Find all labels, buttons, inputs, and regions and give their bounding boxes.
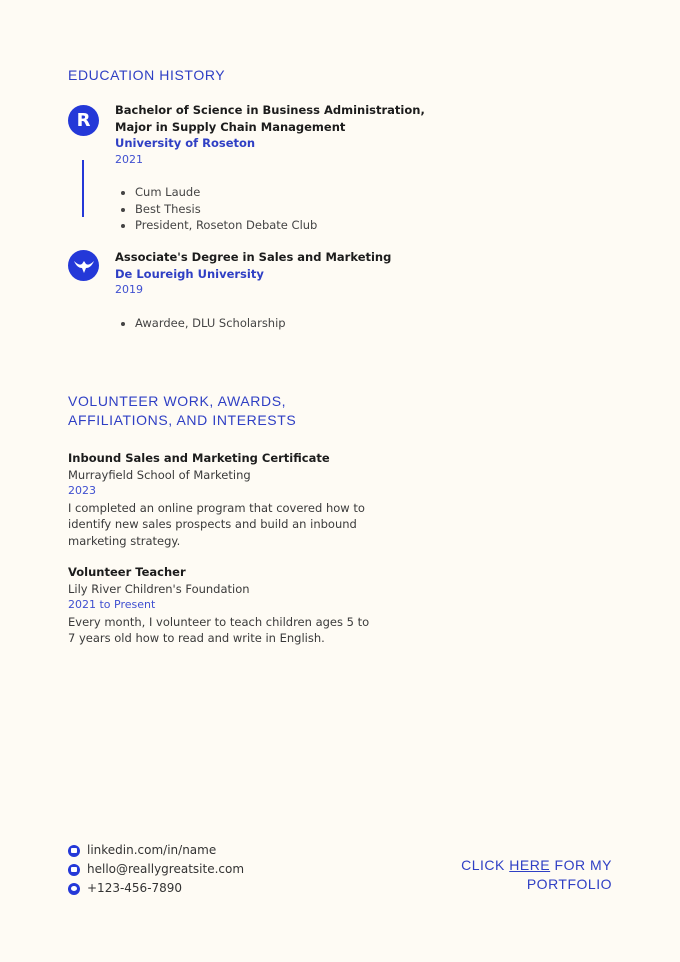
heading-line: VOLUNTEER WORK, AWARDS,: [68, 393, 287, 409]
email-row[interactable]: [68, 860, 244, 879]
entry-desc: marketing strategy.: [68, 533, 181, 548]
linkedin-text: linkedin.com/in/name: [87, 843, 217, 857]
honors-list: [115, 315, 391, 332]
portfolio-line2: PORTFOLIO: [526, 876, 612, 892]
portfolio-pre: CLICK: [461, 857, 510, 873]
entry-org: Lily River Children's Foundation: [68, 581, 250, 596]
timeline-line: [82, 160, 84, 217]
school-name: De Loureigh University: [115, 266, 264, 281]
entry-desc: I completed an online program that covered how to: [68, 500, 365, 515]
entry-desc: Every month, I volunteer to teach children ages 5 to: [68, 614, 370, 629]
heading-line: AFFILIATIONS, AND INTERESTS: [68, 412, 297, 428]
email-text: hello@reallygreatsite.com: [87, 862, 245, 876]
school-name: University of Roseton: [115, 136, 256, 150]
education-entry: [115, 249, 391, 331]
owl-logo-icon: [68, 250, 99, 281]
entry-desc: identify new sales prospects and build an inbound: [68, 517, 357, 531]
degree-title-2: Major in Supply Chain Management: [115, 119, 346, 134]
degree-title: Associate's Degree in Sales and Marketing: [115, 250, 392, 264]
education-entry: [115, 102, 425, 234]
entry-title: Inbound Sales and Marketing Certificate: [68, 451, 330, 465]
education-heading: EDUCATION HISTORY: [68, 67, 226, 83]
volunteer-heading: [68, 392, 296, 430]
phone-row[interactable]: [68, 879, 244, 898]
entry-year: 2021 to Present: [68, 598, 156, 611]
entry-desc: 7 years old how to read and write in English.: [68, 631, 325, 645]
phone-text: +123-456-7890: [87, 881, 183, 895]
list-item: • President, Roseton Debate Club: [135, 217, 425, 234]
year: 2019: [115, 283, 143, 296]
honors-list: [115, 184, 425, 234]
linkedin-icon: [68, 845, 80, 857]
entry-title: Volunteer Teacher: [68, 565, 186, 579]
contact-info: [68, 841, 244, 898]
entry-year: 2023: [68, 484, 96, 497]
list-item: • Cum Laude: [135, 184, 425, 201]
email-icon: [68, 864, 80, 876]
portfolio-post: FOR MY: [550, 857, 612, 873]
entry-org: Murrayfield School of Marketing: [68, 467, 251, 482]
portfolio-link[interactable]: HERE: [509, 857, 551, 873]
list-item: • Awardee, DLU Scholarship: [135, 315, 391, 332]
volunteer-entry: [68, 564, 369, 647]
linkedin-row[interactable]: [68, 841, 244, 860]
year: 2021: [115, 152, 143, 166]
phone-icon: [68, 883, 80, 895]
list-item: • Best Thesis: [135, 201, 425, 218]
degree-title: Bachelor of Science in Business Administration,: [115, 103, 425, 117]
volunteer-entry: [68, 450, 365, 549]
roseton-logo-icon: R: [68, 105, 99, 136]
portfolio-link-text: [461, 856, 612, 894]
